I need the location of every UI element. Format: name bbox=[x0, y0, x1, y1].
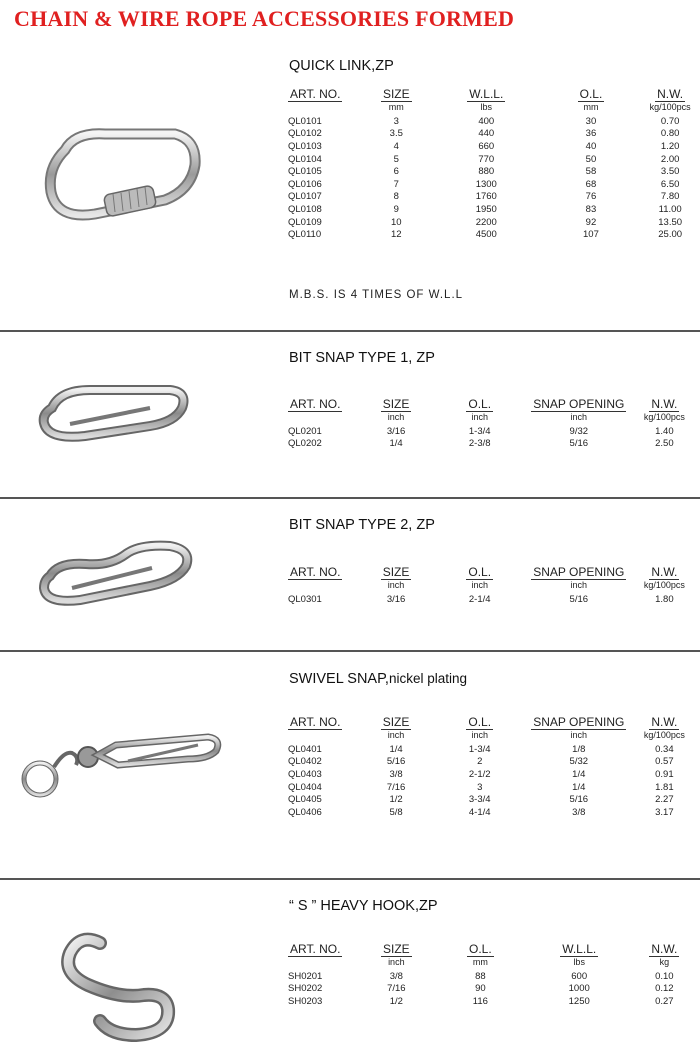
table-cell: 5/32 bbox=[569, 756, 589, 768]
table-cell: 1.81 bbox=[655, 781, 674, 793]
table-header-row bbox=[284, 942, 700, 957]
unit-cell: mm bbox=[388, 102, 404, 112]
table-cell: 5/8 bbox=[389, 806, 403, 818]
table-cell: 1/4 bbox=[389, 438, 403, 450]
table-cell: 2-1/2 bbox=[468, 768, 491, 780]
table-cell: 88 bbox=[475, 970, 486, 982]
table-cell: 1/2 bbox=[389, 794, 403, 806]
unit-cell bbox=[284, 102, 362, 115]
unit-row bbox=[284, 957, 700, 970]
table-cell: 2 bbox=[477, 756, 483, 768]
table-cell: 3.17 bbox=[655, 806, 674, 818]
spec-table-bit-snap-2 bbox=[284, 565, 700, 606]
art-no-cell: QL0301 bbox=[288, 593, 322, 605]
col-header: O.L. bbox=[468, 565, 492, 579]
section-title-bit-snap-2: BIT SNAP TYPE 2, ZP bbox=[289, 517, 435, 533]
table-cell: 0.91 bbox=[655, 768, 674, 780]
swivel-snap-icon bbox=[18, 715, 228, 805]
table-row bbox=[284, 425, 700, 438]
section-title-s-hook: “ S ” HEAVY HOOK,ZP bbox=[289, 898, 438, 914]
unit-cell: mm bbox=[472, 957, 488, 967]
table-cell: 6 bbox=[393, 166, 399, 178]
section-title-quick-link: QUICK LINK,ZP bbox=[289, 58, 394, 74]
col-header: O.L. bbox=[468, 715, 492, 729]
table-row bbox=[284, 593, 700, 606]
table-cell: 9 bbox=[393, 203, 399, 215]
unit-cell: inch bbox=[387, 730, 405, 740]
table-row bbox=[284, 768, 700, 781]
quick-link-icon bbox=[35, 120, 205, 230]
table-cell: 3/8 bbox=[389, 970, 403, 982]
table-header-row bbox=[284, 397, 700, 412]
col-header: ART. NO. bbox=[290, 942, 341, 956]
art-no-cell: QL0406 bbox=[288, 806, 322, 818]
unit-cell: inch bbox=[471, 730, 488, 740]
table-cell: 0.70 bbox=[660, 115, 680, 127]
table-cell: 9/32 bbox=[569, 425, 589, 437]
col-header: SNAP OPENING bbox=[533, 397, 625, 411]
art-no-cell: QL0401 bbox=[288, 743, 322, 755]
art-no-cell: QL0201 bbox=[288, 425, 322, 437]
unit-cell: kg/100pcs bbox=[643, 580, 685, 590]
col-header: ART. NO. bbox=[290, 715, 341, 729]
bit-snap-type1-icon bbox=[30, 378, 195, 448]
table-cell: 92 bbox=[585, 216, 597, 228]
table-cell: 1/4 bbox=[572, 781, 586, 793]
table-row bbox=[284, 191, 700, 204]
art-no-cell: QL0105 bbox=[288, 166, 322, 178]
table-row bbox=[284, 793, 700, 806]
unit-cell: inch bbox=[387, 580, 405, 590]
col-header: N.W. bbox=[651, 942, 678, 956]
table-cell: 107 bbox=[583, 229, 599, 241]
table-cell: 7.80 bbox=[660, 191, 680, 203]
table-cell: 2.50 bbox=[655, 438, 674, 450]
section-divider bbox=[0, 650, 700, 652]
art-no-cell: SH0201 bbox=[288, 970, 323, 982]
col-header: SIZE bbox=[382, 715, 410, 729]
col-header: ART. NO. bbox=[290, 87, 341, 101]
table-row bbox=[284, 781, 700, 794]
col-header: ART. NO. bbox=[290, 565, 341, 579]
unit-cell: inch bbox=[570, 580, 588, 590]
col-header: SIZE bbox=[382, 87, 410, 101]
section-divider bbox=[0, 330, 700, 332]
art-no-cell: QL0110 bbox=[288, 229, 322, 241]
unit-cell: kg/100pcs bbox=[643, 412, 685, 422]
unit-cell: inch bbox=[570, 730, 588, 740]
table-cell: 6.50 bbox=[660, 178, 680, 190]
table-cell: 1300 bbox=[475, 178, 497, 190]
table-cell: 5/16 bbox=[386, 756, 406, 768]
art-no-cell: QL0103 bbox=[288, 140, 322, 152]
section-divider bbox=[0, 878, 700, 880]
table-cell: 4500 bbox=[475, 229, 497, 241]
table-cell: 1250 bbox=[568, 995, 590, 1007]
table-cell: 2.27 bbox=[655, 794, 674, 806]
section-title-bit-snap-1: BIT SNAP TYPE 1, ZP bbox=[289, 350, 435, 366]
art-no-cell: QL0101 bbox=[288, 115, 322, 127]
col-header: O.L. bbox=[468, 397, 492, 411]
table-cell: 3.50 bbox=[660, 166, 680, 178]
page-title: CHAIN & WIRE ROPE ACCESSORIES FORMED bbox=[14, 6, 515, 31]
table-row bbox=[284, 995, 700, 1008]
table-cell: 0.57 bbox=[655, 756, 674, 768]
art-no-cell: QL0104 bbox=[288, 153, 322, 165]
col-header: SIZE bbox=[382, 397, 410, 411]
table-cell: 7 bbox=[393, 178, 399, 190]
col-header: SIZE bbox=[382, 565, 410, 579]
s-hook-icon bbox=[40, 925, 190, 1045]
col-header: W.L.L. bbox=[562, 942, 597, 956]
col-header: N.W. bbox=[651, 565, 678, 579]
table-cell: 1/8 bbox=[572, 743, 586, 755]
unit-cell bbox=[284, 730, 362, 743]
table-cell: 4 bbox=[393, 140, 399, 152]
unit-cell: inch bbox=[387, 412, 405, 422]
unit-cell: lbs bbox=[480, 102, 493, 112]
table-cell: 3 bbox=[393, 115, 399, 127]
table-cell: 10 bbox=[391, 216, 402, 228]
table-cell: 770 bbox=[478, 153, 495, 165]
table-cell: 90 bbox=[475, 983, 486, 995]
unit-cell: mm bbox=[583, 102, 599, 112]
table-cell: 3/16 bbox=[386, 425, 406, 437]
art-no-cell: SH0202 bbox=[288, 983, 323, 995]
table-cell: 2200 bbox=[475, 216, 497, 228]
table-row bbox=[284, 128, 700, 141]
table-cell: 7/16 bbox=[387, 983, 406, 995]
table-cell: 4-1/4 bbox=[468, 806, 491, 818]
table-cell: 5/16 bbox=[569, 794, 589, 806]
art-no-cell: QL0108 bbox=[288, 203, 322, 215]
col-header: N.W. bbox=[651, 397, 678, 411]
unit-cell bbox=[284, 412, 362, 425]
unit-cell: inch bbox=[388, 957, 405, 967]
spec-table-swivel-snap bbox=[284, 715, 700, 819]
table-cell: 50 bbox=[585, 153, 597, 165]
table-row bbox=[284, 228, 700, 241]
table-cell: 83 bbox=[585, 203, 597, 215]
art-no-cell: QL0109 bbox=[288, 216, 322, 228]
table-cell: 2-3/8 bbox=[468, 438, 491, 450]
table-cell: 440 bbox=[478, 128, 495, 140]
section-divider bbox=[0, 497, 700, 499]
table-cell: 68 bbox=[585, 178, 597, 190]
spec-table-s-hook bbox=[284, 942, 700, 1008]
col-header: W.L.L. bbox=[469, 87, 504, 101]
art-no-cell: QL0102 bbox=[288, 128, 322, 140]
table-cell: 40 bbox=[585, 140, 597, 152]
table-cell: 880 bbox=[478, 166, 495, 178]
table-cell: 30 bbox=[585, 115, 597, 127]
table-row bbox=[284, 983, 700, 996]
table-row bbox=[284, 153, 700, 166]
table-cell: 7/16 bbox=[386, 781, 406, 793]
unit-row bbox=[284, 580, 700, 593]
art-no-cell: QL0202 bbox=[288, 438, 322, 450]
art-no-cell: QL0403 bbox=[288, 768, 322, 780]
table-row bbox=[284, 743, 700, 756]
table-cell: 5/16 bbox=[569, 593, 589, 605]
col-header: ART. NO. bbox=[290, 397, 341, 411]
table-cell: 660 bbox=[478, 140, 495, 152]
table-cell: 116 bbox=[472, 995, 488, 1007]
table-cell: 1/2 bbox=[389, 995, 403, 1007]
table-cell: 3 bbox=[477, 781, 483, 793]
table-row bbox=[284, 806, 700, 819]
art-no-cell: QL0107 bbox=[288, 191, 322, 203]
art-no-cell: QL0106 bbox=[288, 178, 322, 190]
unit-cell bbox=[284, 580, 362, 593]
table-cell: 3/8 bbox=[389, 768, 403, 780]
table-cell: 0.34 bbox=[655, 743, 674, 755]
col-header: N.W. bbox=[651, 715, 678, 729]
table-cell: 5 bbox=[393, 153, 399, 165]
table-cell: 0.10 bbox=[655, 970, 674, 982]
table-cell: 1950 bbox=[475, 203, 497, 215]
table-row bbox=[284, 165, 700, 178]
unit-cell: kg/100pcs bbox=[649, 102, 691, 112]
table-cell: 0.12 bbox=[655, 983, 674, 995]
unit-cell: inch bbox=[471, 412, 488, 422]
art-no-cell: QL0404 bbox=[288, 781, 322, 793]
unit-row bbox=[284, 412, 700, 425]
table-cell: 76 bbox=[585, 191, 597, 203]
bit-snap-type2-icon bbox=[30, 540, 200, 615]
table-cell: 8 bbox=[393, 191, 399, 203]
spec-table-quick-link bbox=[284, 87, 700, 241]
table-cell: 3.5 bbox=[389, 128, 403, 140]
unit-cell: inch bbox=[471, 580, 488, 590]
unit-row bbox=[284, 102, 700, 115]
unit-cell: kg/100pcs bbox=[643, 730, 685, 740]
unit-row bbox=[284, 730, 700, 743]
table-row bbox=[284, 216, 700, 229]
table-cell: 13.50 bbox=[658, 216, 683, 228]
table-cell: 1-3/4 bbox=[468, 743, 491, 755]
spec-table-bit-snap-1 bbox=[284, 397, 700, 450]
table-row bbox=[284, 970, 700, 983]
table-row bbox=[284, 178, 700, 191]
table-row bbox=[284, 140, 700, 153]
section-title-swivel-snap: SWIVEL SNAP,nickel plating bbox=[289, 671, 467, 687]
table-cell: 2.00 bbox=[660, 153, 680, 165]
col-header: N.W. bbox=[657, 87, 684, 101]
table-header-row bbox=[284, 565, 700, 580]
table-header-row bbox=[284, 87, 700, 102]
table-cell: 12 bbox=[391, 229, 402, 241]
table-cell: 1760 bbox=[475, 191, 497, 203]
table-cell: 1.40 bbox=[655, 425, 674, 437]
table-row bbox=[284, 115, 700, 128]
table-cell: 1.80 bbox=[655, 593, 674, 605]
table-row bbox=[284, 203, 700, 216]
col-header: SIZE bbox=[382, 942, 410, 956]
table-cell: 3/8 bbox=[572, 806, 586, 818]
unit-cell: kg bbox=[659, 957, 670, 967]
table-cell: 3-3/4 bbox=[468, 794, 491, 806]
table-cell: 3/16 bbox=[386, 593, 406, 605]
table-cell: 1/4 bbox=[572, 768, 586, 780]
col-header: O.L. bbox=[579, 87, 603, 101]
col-header: SNAP OPENING bbox=[533, 565, 625, 579]
unit-cell bbox=[284, 957, 362, 970]
col-header: SNAP OPENING bbox=[533, 715, 625, 729]
unit-cell: lbs bbox=[573, 957, 585, 967]
table-cell: 58 bbox=[585, 166, 597, 178]
table-cell: 0.80 bbox=[660, 128, 680, 140]
table-cell: 11.00 bbox=[658, 203, 682, 215]
table-cell: 400 bbox=[478, 115, 495, 127]
table-cell: 25.00 bbox=[658, 229, 683, 241]
table-row bbox=[284, 438, 700, 451]
mbs-note: M.B.S. IS 4 TIMES OF W.L.L bbox=[289, 289, 464, 301]
col-header: O.L. bbox=[469, 942, 492, 956]
table-cell: 0.27 bbox=[655, 995, 674, 1007]
table-cell: 1/4 bbox=[389, 743, 403, 755]
table-cell: 36 bbox=[585, 128, 597, 140]
table-cell: 5/16 bbox=[569, 438, 589, 450]
table-cell: 1000 bbox=[568, 983, 590, 995]
table-cell: 2-1/4 bbox=[468, 593, 491, 605]
art-no-cell: QL0405 bbox=[288, 794, 322, 806]
art-no-cell: SH0203 bbox=[288, 995, 323, 1007]
table-cell: 1.20 bbox=[660, 140, 680, 152]
art-no-cell: QL0402 bbox=[288, 756, 322, 768]
unit-cell: inch bbox=[570, 412, 588, 422]
table-row bbox=[284, 756, 700, 769]
table-cell: 600 bbox=[571, 970, 588, 982]
table-cell: 1-3/4 bbox=[468, 425, 491, 437]
table-header-row bbox=[284, 715, 700, 730]
